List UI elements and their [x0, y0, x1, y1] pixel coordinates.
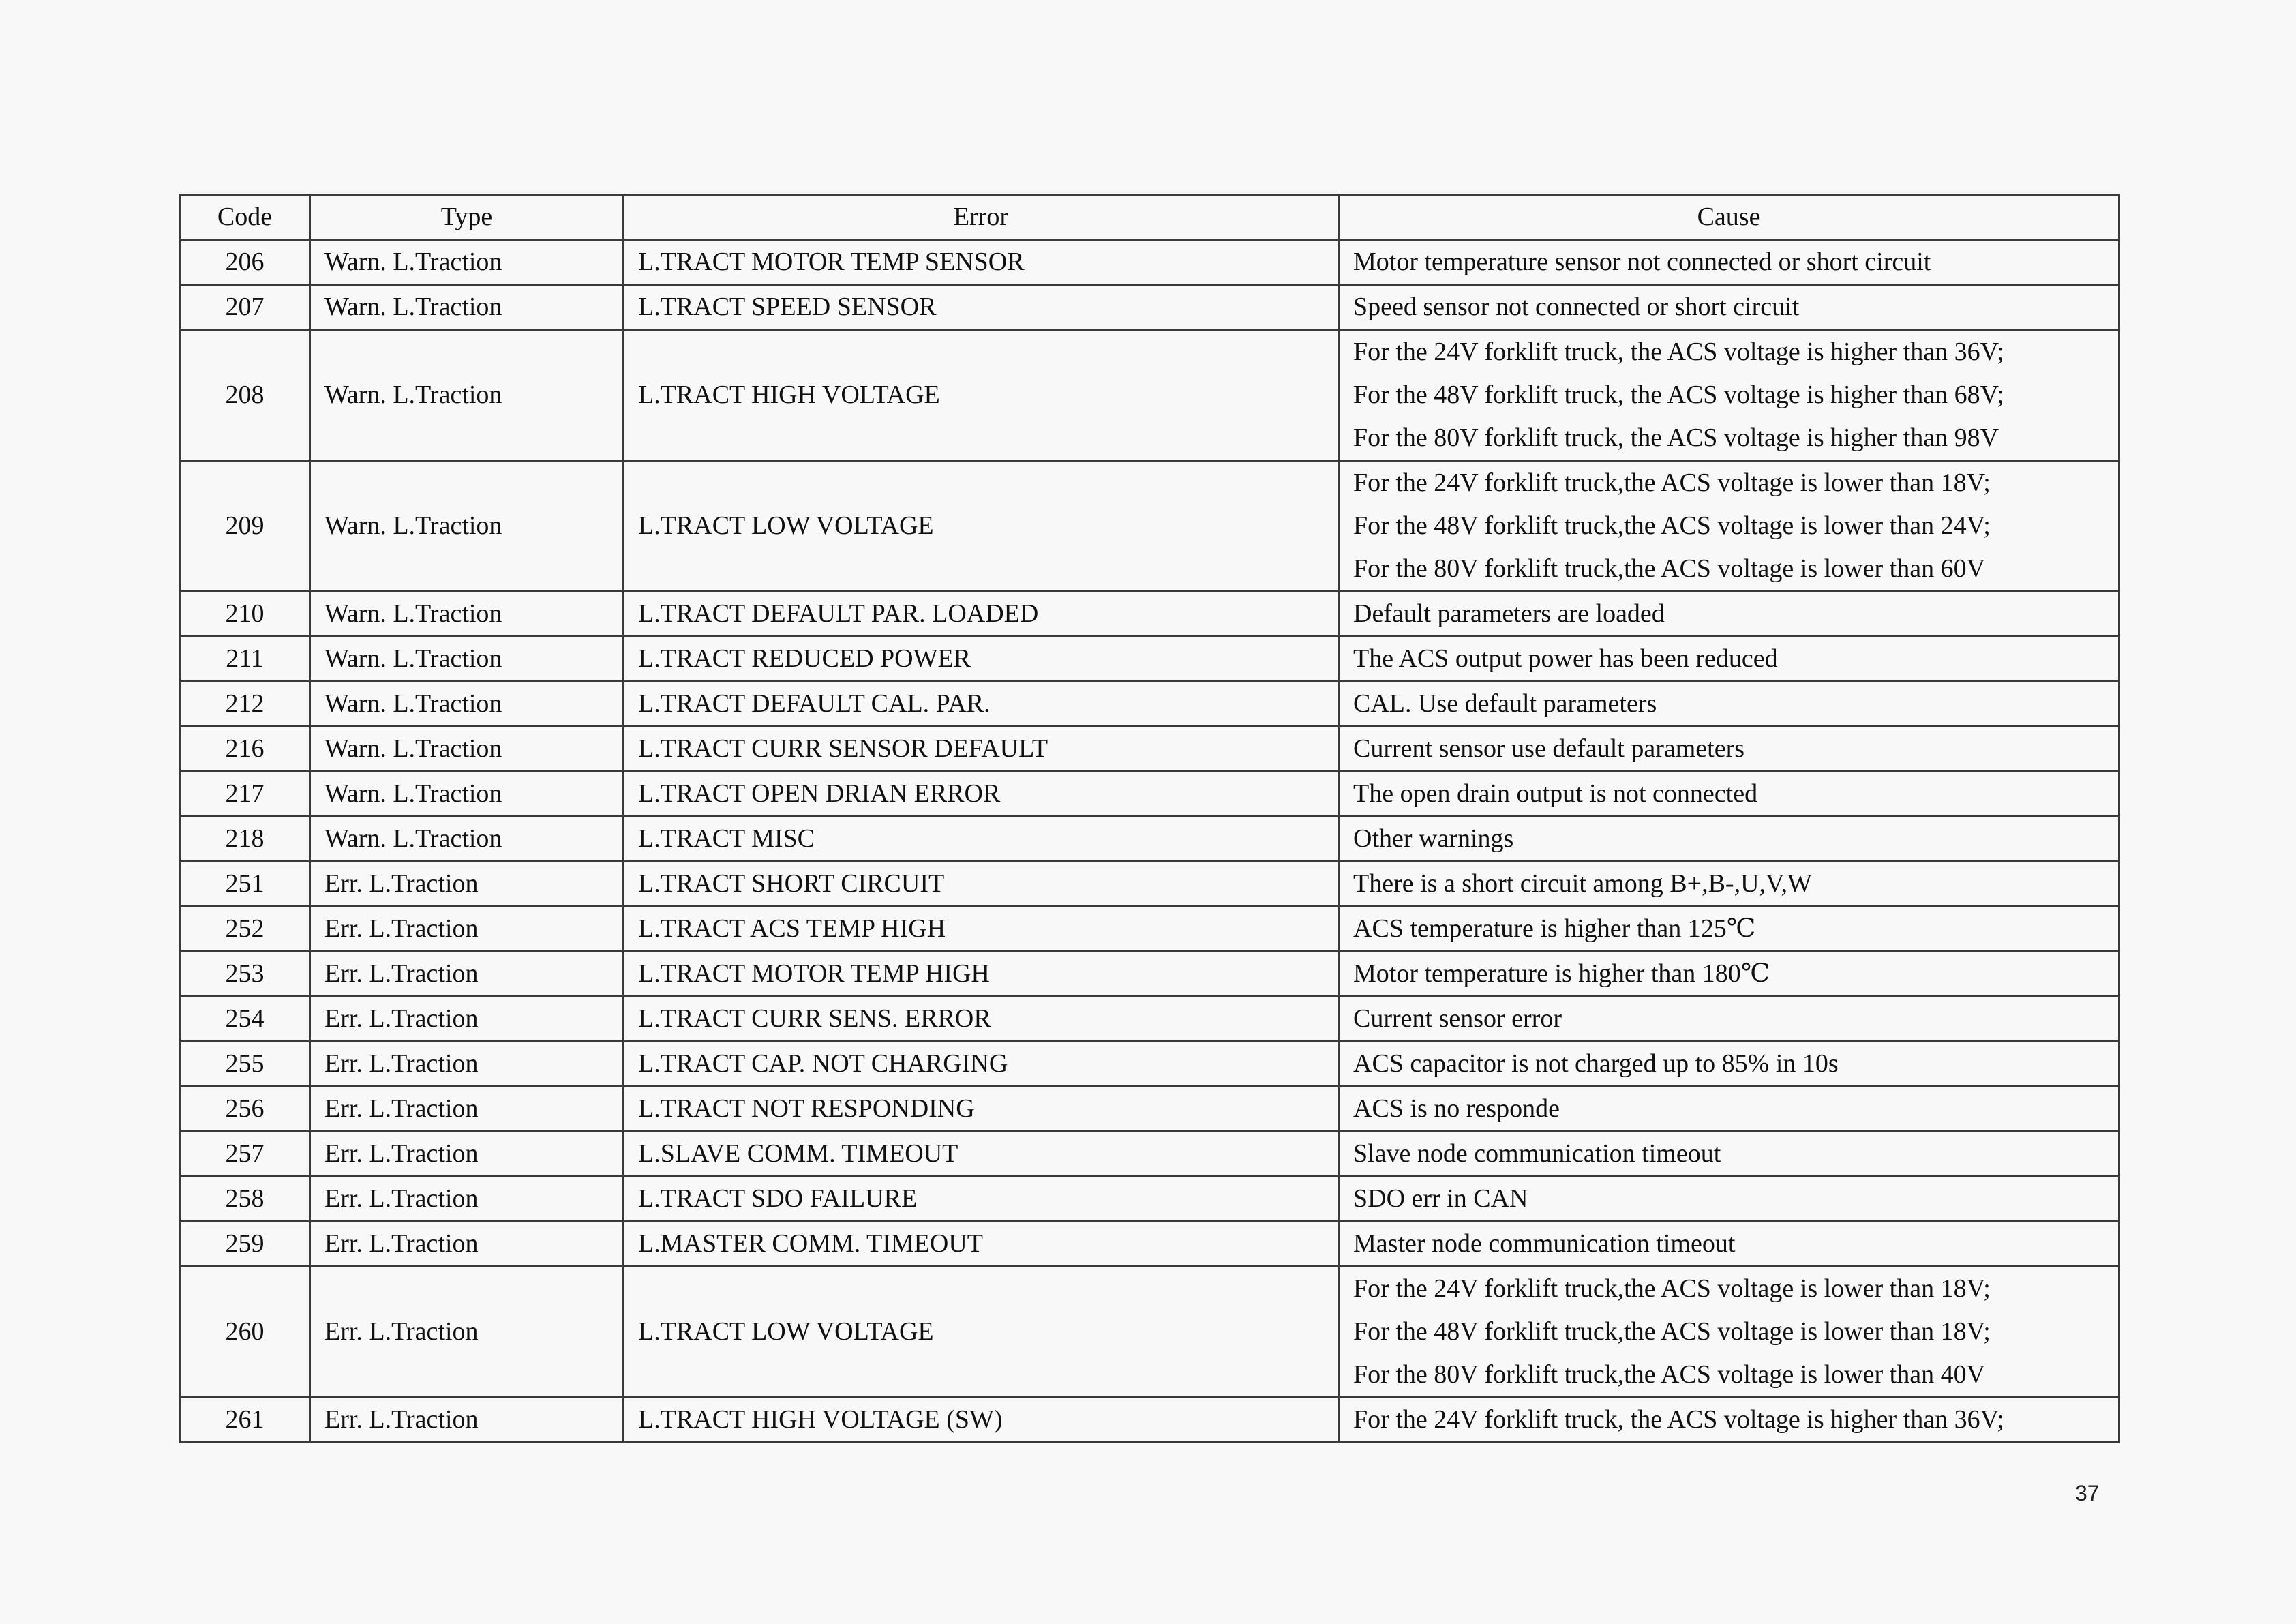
cell-code: 256: [180, 1087, 310, 1132]
cell-error: L.TRACT SPEED SENSOR: [624, 285, 1339, 330]
cause-line: Master node communication timeout: [1353, 1229, 1736, 1258]
cell-type: Warn. L.Traction: [310, 285, 624, 330]
table-row: [180, 1132, 2119, 1177]
cell-code: 259: [180, 1222, 310, 1267]
cell-cause: [1339, 240, 2119, 285]
cause-line: For the 24V forklift truck, the ACS voltage is higher than 36V;: [1353, 1405, 2004, 1434]
cause-line: Speed sensor not connected or short circuit: [1353, 292, 1800, 321]
cause-line: For the 48V forklift truck,the ACS voltage is lower than 24V;: [1353, 511, 1991, 540]
cell-error: L.TRACT REDUCED POWER: [624, 637, 1339, 682]
cell-cause: [1339, 862, 2119, 907]
cell-cause: [1339, 817, 2119, 862]
cell-error: L.TRACT NOT RESPONDING: [624, 1087, 1339, 1132]
cell-error: L.TRACT SHORT CIRCUIT: [624, 862, 1339, 907]
table-row: [180, 817, 2119, 862]
cell-code: 210: [180, 592, 310, 637]
table-row: [180, 1042, 2119, 1087]
cause-line: For the 24V forklift truck,the ACS voltage is lower than 18V;: [1353, 1274, 1991, 1303]
cause-line: For the 80V forklift truck, the ACS voltage is higher than 98V: [1353, 423, 1999, 452]
table-header-row: [180, 195, 2119, 240]
cause-line: ACS temperature is higher than 125℃: [1353, 914, 1756, 943]
cause-line: Default parameters are loaded: [1353, 599, 1665, 628]
cell-error: L.MASTER COMM. TIMEOUT: [624, 1222, 1339, 1267]
cell-code: 212: [180, 682, 310, 727]
cell-error: L.TRACT DEFAULT CAL. PAR.: [624, 682, 1339, 727]
cause-line: For the 80V forklift truck,the ACS voltage is lower than 40V: [1353, 1360, 1986, 1389]
cell-type: Warn. L.Traction: [310, 240, 624, 285]
table-row: [180, 240, 2119, 285]
page-number: 37: [2075, 1481, 2100, 1505]
table-row: [180, 1177, 2119, 1222]
cell-error: L.TRACT ACS TEMP HIGH: [624, 907, 1339, 952]
cell-type: Err. L.Traction: [310, 1132, 624, 1177]
cell-error: L.TRACT HIGH VOLTAGE (SW): [624, 1398, 1339, 1443]
cell-cause: [1339, 682, 2119, 727]
cell-cause: [1339, 1267, 2119, 1398]
cell-cause: [1339, 907, 2119, 952]
cell-type: Err. L.Traction: [310, 1222, 624, 1267]
cell-error: L.TRACT HIGH VOLTAGE: [624, 330, 1339, 461]
cell-type: Warn. L.Traction: [310, 727, 624, 772]
table-row: [180, 862, 2119, 907]
cause-line: Motor temperature sensor not connected or short circuit: [1353, 247, 1931, 276]
cell-type: Warn. L.Traction: [310, 772, 624, 817]
header-type: Type: [310, 195, 624, 240]
cause-line: The open drain output is not connected: [1353, 779, 1758, 808]
cell-cause: [1339, 997, 2119, 1042]
table-row: [180, 682, 2119, 727]
cell-cause: [1339, 1177, 2119, 1222]
cause-line: Motor temperature is higher than 180℃: [1353, 959, 1770, 988]
cell-error: L.TRACT CURR SENS. ERROR: [624, 997, 1339, 1042]
header-cause: Cause: [1339, 195, 2119, 240]
cell-type: Err. L.Traction: [310, 907, 624, 952]
cause-line: Slave node communication timeout: [1353, 1139, 1721, 1168]
cause-line: ACS capacitor is not charged up to 85% in 10s: [1353, 1049, 1839, 1078]
cause-line: For the 48V forklift truck,the ACS voltage is lower than 18V;: [1353, 1317, 1991, 1346]
cell-type: Warn. L.Traction: [310, 461, 624, 592]
table-row: [180, 907, 2119, 952]
table-row: [180, 285, 2119, 330]
cause-line: For the 80V forklift truck,the ACS voltage is lower than 60V: [1353, 554, 1986, 583]
cell-code: 258: [180, 1177, 310, 1222]
cell-cause: [1339, 1398, 2119, 1443]
cause-line: There is a short circuit among B+,B-,U,V,W: [1353, 869, 1812, 898]
cell-cause: [1339, 727, 2119, 772]
cell-code: 217: [180, 772, 310, 817]
cause-line: CAL. Use default parameters: [1353, 689, 1657, 718]
cell-error: L.TRACT LOW VOLTAGE: [624, 1267, 1339, 1398]
cell-cause: [1339, 1222, 2119, 1267]
table-row: [180, 461, 2119, 592]
cell-cause: [1339, 1132, 2119, 1177]
table-row: [180, 1087, 2119, 1132]
cell-error: L.TRACT CURR SENSOR DEFAULT: [624, 727, 1339, 772]
cell-code: 208: [180, 330, 310, 461]
table-body: [180, 240, 2119, 1443]
cell-error: L.TRACT MOTOR TEMP SENSOR: [624, 240, 1339, 285]
cell-type: Warn. L.Traction: [310, 817, 624, 862]
cell-code: 261: [180, 1398, 310, 1443]
cell-type: Err. L.Traction: [310, 1398, 624, 1443]
cell-type: Err. L.Traction: [310, 1087, 624, 1132]
cell-type: Warn. L.Traction: [310, 330, 624, 461]
cause-line: The ACS output power has been reduced: [1353, 644, 1778, 673]
cell-cause: [1339, 285, 2119, 330]
cell-code: 257: [180, 1132, 310, 1177]
cause-line: For the 48V forklift truck, the ACS voltage is higher than 68V;: [1353, 380, 2004, 409]
cell-type: Warn. L.Traction: [310, 637, 624, 682]
cell-code: 218: [180, 817, 310, 862]
table-row: [180, 1222, 2119, 1267]
table-row: [180, 1267, 2119, 1398]
cell-error: L.SLAVE COMM. TIMEOUT: [624, 1132, 1339, 1177]
error-code-table: [179, 194, 2120, 1443]
cell-code: 254: [180, 997, 310, 1042]
header-code: Code: [180, 195, 310, 240]
cell-type: Err. L.Traction: [310, 952, 624, 997]
cell-code: 251: [180, 862, 310, 907]
table-row: [180, 772, 2119, 817]
cell-cause: [1339, 952, 2119, 997]
cause-line: For the 24V forklift truck, the ACS voltage is higher than 36V;: [1353, 337, 2004, 366]
cell-code: 209: [180, 461, 310, 592]
cell-type: Warn. L.Traction: [310, 592, 624, 637]
cell-cause: [1339, 330, 2119, 461]
table-row: [180, 592, 2119, 637]
table-row: [180, 637, 2119, 682]
cell-code: 216: [180, 727, 310, 772]
table-row: [180, 1398, 2119, 1443]
cell-code: 252: [180, 907, 310, 952]
table-row: [180, 727, 2119, 772]
cell-cause: [1339, 1042, 2119, 1087]
cell-code: 260: [180, 1267, 310, 1398]
cell-error: L.TRACT OPEN DRIAN ERROR: [624, 772, 1339, 817]
cell-error: L.TRACT CAP. NOT CHARGING: [624, 1042, 1339, 1087]
cell-cause: [1339, 1087, 2119, 1132]
cause-line: SDO err in CAN: [1353, 1184, 1528, 1213]
cell-type: Err. L.Traction: [310, 997, 624, 1042]
cause-line: ACS is no responde: [1353, 1094, 1560, 1123]
cell-type: Err. L.Traction: [310, 862, 624, 907]
cell-error: L.TRACT MOTOR TEMP HIGH: [624, 952, 1339, 997]
cell-code: 253: [180, 952, 310, 997]
cell-cause: [1339, 637, 2119, 682]
cell-cause: [1339, 772, 2119, 817]
cell-code: 207: [180, 285, 310, 330]
cell-code: 211: [180, 637, 310, 682]
cell-error: L.TRACT LOW VOLTAGE: [624, 461, 1339, 592]
table-row: [180, 997, 2119, 1042]
cause-line: Current sensor use default parameters: [1353, 734, 1745, 763]
cause-line: Other warnings: [1353, 824, 1514, 853]
cell-type: Warn. L.Traction: [310, 682, 624, 727]
cell-code: 206: [180, 240, 310, 285]
cause-line: For the 24V forklift truck,the ACS voltage is lower than 18V;: [1353, 468, 1991, 497]
cell-error: L.TRACT MISC: [624, 817, 1339, 862]
cell-type: Err. L.Traction: [310, 1177, 624, 1222]
header-error: Error: [624, 195, 1339, 240]
cell-error: L.TRACT SDO FAILURE: [624, 1177, 1339, 1222]
cell-type: Err. L.Traction: [310, 1042, 624, 1087]
table-row: [180, 330, 2119, 461]
cell-cause: [1339, 461, 2119, 592]
cell-type: Err. L.Traction: [310, 1267, 624, 1398]
cell-code: 255: [180, 1042, 310, 1087]
cell-cause: [1339, 592, 2119, 637]
cause-line: Current sensor error: [1353, 1004, 1562, 1033]
table-row: [180, 952, 2119, 997]
cell-error: L.TRACT DEFAULT PAR. LOADED: [624, 592, 1339, 637]
